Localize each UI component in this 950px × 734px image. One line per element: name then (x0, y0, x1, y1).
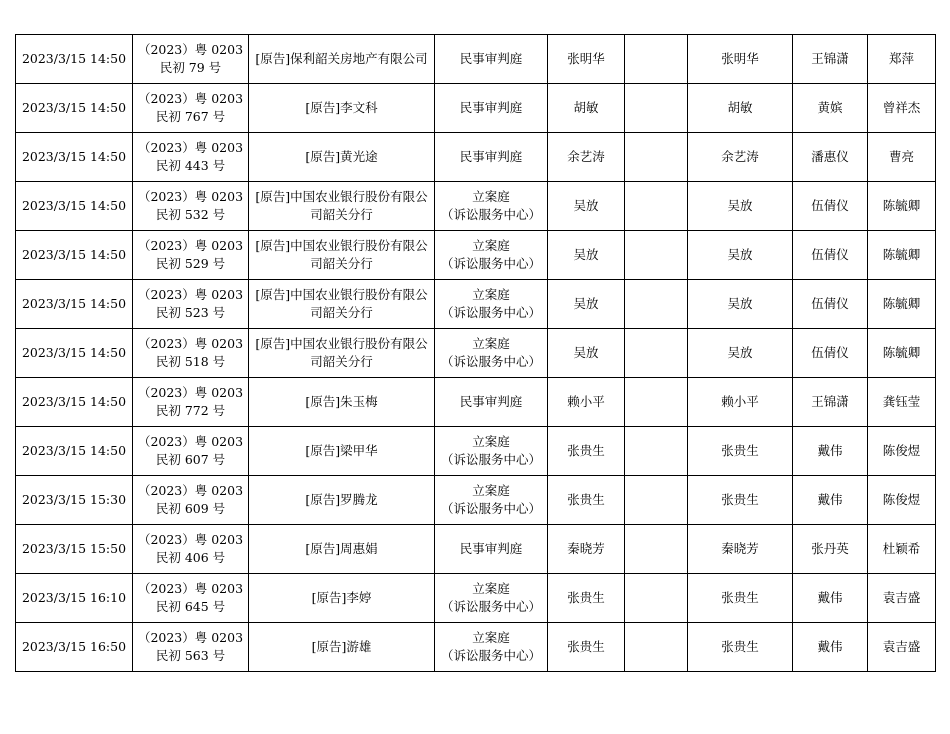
case-number-line2: 民初 532 号 (155, 207, 226, 222)
courtroom-line1: 立案庭 (472, 238, 510, 253)
party-cell: [原告]游雄 (249, 623, 435, 672)
judge-cell: 秦晓芳 (548, 525, 625, 574)
case-number-cell (133, 378, 249, 427)
courtroom-line2: （诉讼服务中心） (440, 305, 541, 320)
case-number-line2: 民初 529 号 (155, 256, 226, 271)
hearing-time-cell: 2023/3/15 16:10 (16, 574, 133, 623)
case-number-line2: 民初 563 号 (155, 648, 226, 663)
empty-cell (625, 280, 688, 329)
case-number-cell (133, 182, 249, 231)
courtroom-line1: 民事审判庭 (459, 100, 523, 115)
assistant-cell: 陈毓卿 (868, 329, 936, 378)
hearing-time-cell: 2023/3/15 15:50 (16, 525, 133, 574)
courtroom-cell (435, 280, 548, 329)
case-number-cell (133, 84, 249, 133)
courtroom-cell (435, 231, 548, 280)
clerk-cell: 伍倩仪 (793, 329, 868, 378)
party-cell: [原告]梁甲华 (249, 427, 435, 476)
judge-cell: 吴放 (548, 329, 625, 378)
case-number-line1: （2023）粤 0203 (137, 91, 244, 106)
table-row (16, 133, 936, 182)
clerk-cell: 伍倩仪 (793, 231, 868, 280)
courtroom-line2: （诉讼服务中心） (440, 501, 541, 516)
judge-cell: 吴放 (548, 280, 625, 329)
party-cell: [原告]中国农业银行股份有限公司韶关分行 (249, 231, 435, 280)
presiding-judge-cell: 吴放 (688, 329, 793, 378)
presiding-judge-cell: 秦晓芳 (688, 525, 793, 574)
presiding-judge-cell: 吴放 (688, 182, 793, 231)
clerk-cell: 伍倩仪 (793, 182, 868, 231)
case-number-line2: 民初 772 号 (155, 403, 226, 418)
case-number-line1: （2023）粤 0203 (137, 483, 244, 498)
party-cell: [原告]黄光途 (249, 133, 435, 182)
presiding-judge-cell: 赖小平 (688, 378, 793, 427)
courtroom-line2: （诉讼服务中心） (440, 648, 541, 663)
empty-cell (625, 476, 688, 525)
courtroom-line1: 立案庭 (472, 483, 510, 498)
assistant-cell: 袁吉盛 (868, 623, 936, 672)
courtroom-cell (435, 427, 548, 476)
table-row (16, 84, 936, 133)
case-number-line1: （2023）粤 0203 (137, 336, 244, 351)
case-number-cell (133, 476, 249, 525)
courtroom-line2: （诉讼服务中心） (440, 207, 541, 222)
clerk-cell: 伍倩仪 (793, 280, 868, 329)
courtroom-line2: （诉讼服务中心） (440, 599, 541, 614)
assistant-cell: 郑萍 (868, 35, 936, 84)
courtroom-cell (435, 84, 548, 133)
courtroom-line2: （诉讼服务中心） (440, 354, 541, 369)
courtroom-line2: （诉讼服务中心） (440, 452, 541, 467)
case-number-line1: （2023）粤 0203 (137, 42, 244, 57)
case-number-line1: （2023）粤 0203 (137, 630, 244, 645)
case-number-line2: 民初 645 号 (155, 599, 226, 614)
presiding-judge-cell: 张贵生 (688, 476, 793, 525)
presiding-judge-cell: 张贵生 (688, 623, 793, 672)
courtroom-line1: 立案庭 (472, 189, 510, 204)
case-number-line2: 民初 523 号 (155, 305, 226, 320)
assistant-cell: 陈俊煜 (868, 427, 936, 476)
table-row (16, 574, 936, 623)
courtroom-cell (435, 182, 548, 231)
empty-cell (625, 329, 688, 378)
clerk-cell: 王锦潇 (793, 35, 868, 84)
case-number-line1: （2023）粤 0203 (137, 434, 244, 449)
hearing-time-cell: 2023/3/15 16:50 (16, 623, 133, 672)
courtroom-line1: 民事审判庭 (459, 149, 523, 164)
case-number-line1: （2023）粤 0203 (137, 581, 244, 596)
table-row (16, 280, 936, 329)
empty-cell (625, 525, 688, 574)
table-row (16, 525, 936, 574)
courtroom-cell (435, 525, 548, 574)
courtroom-line1: 立案庭 (472, 434, 510, 449)
case-number-cell (133, 231, 249, 280)
case-number-line2: 民初 518 号 (155, 354, 226, 369)
table-row (16, 329, 936, 378)
case-number-cell (133, 525, 249, 574)
table-row (16, 35, 936, 84)
empty-cell (625, 182, 688, 231)
courtroom-line1: 民事审判庭 (459, 51, 523, 66)
assistant-cell: 龚钰莹 (868, 378, 936, 427)
case-number-line2: 民初 767 号 (155, 109, 226, 124)
courtroom-line1: 民事审判庭 (459, 394, 523, 409)
empty-cell (625, 35, 688, 84)
courtroom-line1: 立案庭 (472, 336, 510, 351)
table-row (16, 182, 936, 231)
case-number-line1: （2023）粤 0203 (137, 532, 244, 547)
hearing-time-cell: 2023/3/15 14:50 (16, 427, 133, 476)
party-cell: [原告]中国农业银行股份有限公司韶关分行 (249, 280, 435, 329)
table-row (16, 231, 936, 280)
empty-cell (625, 574, 688, 623)
assistant-cell: 陈毓卿 (868, 231, 936, 280)
courtroom-cell (435, 378, 548, 427)
case-number-line2: 民初 443 号 (155, 158, 226, 173)
hearing-time-cell: 2023/3/15 14:50 (16, 378, 133, 427)
empty-cell (625, 623, 688, 672)
table-row (16, 427, 936, 476)
hearing-time-cell: 2023/3/15 14:50 (16, 133, 133, 182)
clerk-cell: 戴伟 (793, 427, 868, 476)
case-number-line2: 民初 406 号 (155, 550, 226, 565)
party-cell: [原告]保利韶关房地产有限公司 (249, 35, 435, 84)
case-number-line1: （2023）粤 0203 (137, 140, 244, 155)
courtroom-cell (435, 623, 548, 672)
party-cell: [原告]李文科 (249, 84, 435, 133)
party-cell: [原告]李婷 (249, 574, 435, 623)
case-number-cell (133, 427, 249, 476)
assistant-cell: 袁吉盛 (868, 574, 936, 623)
empty-cell (625, 378, 688, 427)
hearing-schedule-table (15, 34, 936, 672)
party-cell: [原告]中国农业银行股份有限公司韶关分行 (249, 182, 435, 231)
clerk-cell: 黄嫔 (793, 84, 868, 133)
clerk-cell: 张丹英 (793, 525, 868, 574)
assistant-cell: 陈毓卿 (868, 280, 936, 329)
clerk-cell: 戴伟 (793, 623, 868, 672)
schedule-body (16, 35, 936, 672)
presiding-judge-cell: 余艺涛 (688, 133, 793, 182)
courtroom-cell (435, 133, 548, 182)
courtroom-line1: 立案庭 (472, 581, 510, 596)
presiding-judge-cell: 吴放 (688, 280, 793, 329)
table-row (16, 476, 936, 525)
judge-cell: 张贵生 (548, 574, 625, 623)
presiding-judge-cell: 张贵生 (688, 574, 793, 623)
hearing-time-cell: 2023/3/15 15:30 (16, 476, 133, 525)
courtroom-line1: 民事审判庭 (459, 541, 523, 556)
presiding-judge-cell: 胡敏 (688, 84, 793, 133)
assistant-cell: 曾祥杰 (868, 84, 936, 133)
case-number-line1: （2023）粤 0203 (137, 385, 244, 400)
empty-cell (625, 427, 688, 476)
assistant-cell: 杜颖希 (868, 525, 936, 574)
case-number-line1: （2023）粤 0203 (137, 189, 244, 204)
party-cell: [原告]中国农业银行股份有限公司韶关分行 (249, 329, 435, 378)
case-number-line2: 民初 607 号 (155, 452, 226, 467)
case-number-line1: （2023）粤 0203 (137, 287, 244, 302)
judge-cell: 张贵生 (548, 427, 625, 476)
assistant-cell: 陈俊煜 (868, 476, 936, 525)
empty-cell (625, 231, 688, 280)
judge-cell: 吴放 (548, 182, 625, 231)
judge-cell: 赖小平 (548, 378, 625, 427)
courtroom-cell (435, 574, 548, 623)
presiding-judge-cell: 张贵生 (688, 427, 793, 476)
party-cell: [原告]罗腾龙 (249, 476, 435, 525)
clerk-cell: 潘惠仪 (793, 133, 868, 182)
case-number-cell (133, 574, 249, 623)
table-row (16, 378, 936, 427)
courtroom-line2: （诉讼服务中心） (440, 256, 541, 271)
assistant-cell: 陈毓卿 (868, 182, 936, 231)
party-cell: [原告]朱玉梅 (249, 378, 435, 427)
hearing-time-cell: 2023/3/15 14:50 (16, 182, 133, 231)
clerk-cell: 戴伟 (793, 574, 868, 623)
judge-cell: 张贵生 (548, 623, 625, 672)
party-cell: [原告]周惠娟 (249, 525, 435, 574)
clerk-cell: 戴伟 (793, 476, 868, 525)
judge-cell: 余艺涛 (548, 133, 625, 182)
empty-cell (625, 84, 688, 133)
hearing-time-cell: 2023/3/15 14:50 (16, 329, 133, 378)
clerk-cell: 王锦潇 (793, 378, 868, 427)
courtroom-cell (435, 35, 548, 84)
case-number-line1: （2023）粤 0203 (137, 238, 244, 253)
hearing-time-cell: 2023/3/15 14:50 (16, 35, 133, 84)
courtroom-cell (435, 476, 548, 525)
hearing-time-cell: 2023/3/15 14:50 (16, 84, 133, 133)
courtroom-cell (435, 329, 548, 378)
table-row (16, 623, 936, 672)
presiding-judge-cell: 张明华 (688, 35, 793, 84)
case-number-cell (133, 280, 249, 329)
case-number-cell (133, 35, 249, 84)
case-number-line2: 民初 79 号 (159, 60, 222, 75)
courtroom-line1: 立案庭 (472, 630, 510, 645)
presiding-judge-cell: 吴放 (688, 231, 793, 280)
judge-cell: 吴放 (548, 231, 625, 280)
courtroom-line1: 立案庭 (472, 287, 510, 302)
judge-cell: 胡敏 (548, 84, 625, 133)
case-number-cell (133, 623, 249, 672)
hearing-time-cell: 2023/3/15 14:50 (16, 231, 133, 280)
case-number-cell (133, 133, 249, 182)
judge-cell: 张贵生 (548, 476, 625, 525)
case-number-line2: 民初 609 号 (155, 501, 226, 516)
judge-cell: 张明华 (548, 35, 625, 84)
empty-cell (625, 133, 688, 182)
case-number-cell (133, 329, 249, 378)
hearing-time-cell: 2023/3/15 14:50 (16, 280, 133, 329)
assistant-cell: 曹亮 (868, 133, 936, 182)
